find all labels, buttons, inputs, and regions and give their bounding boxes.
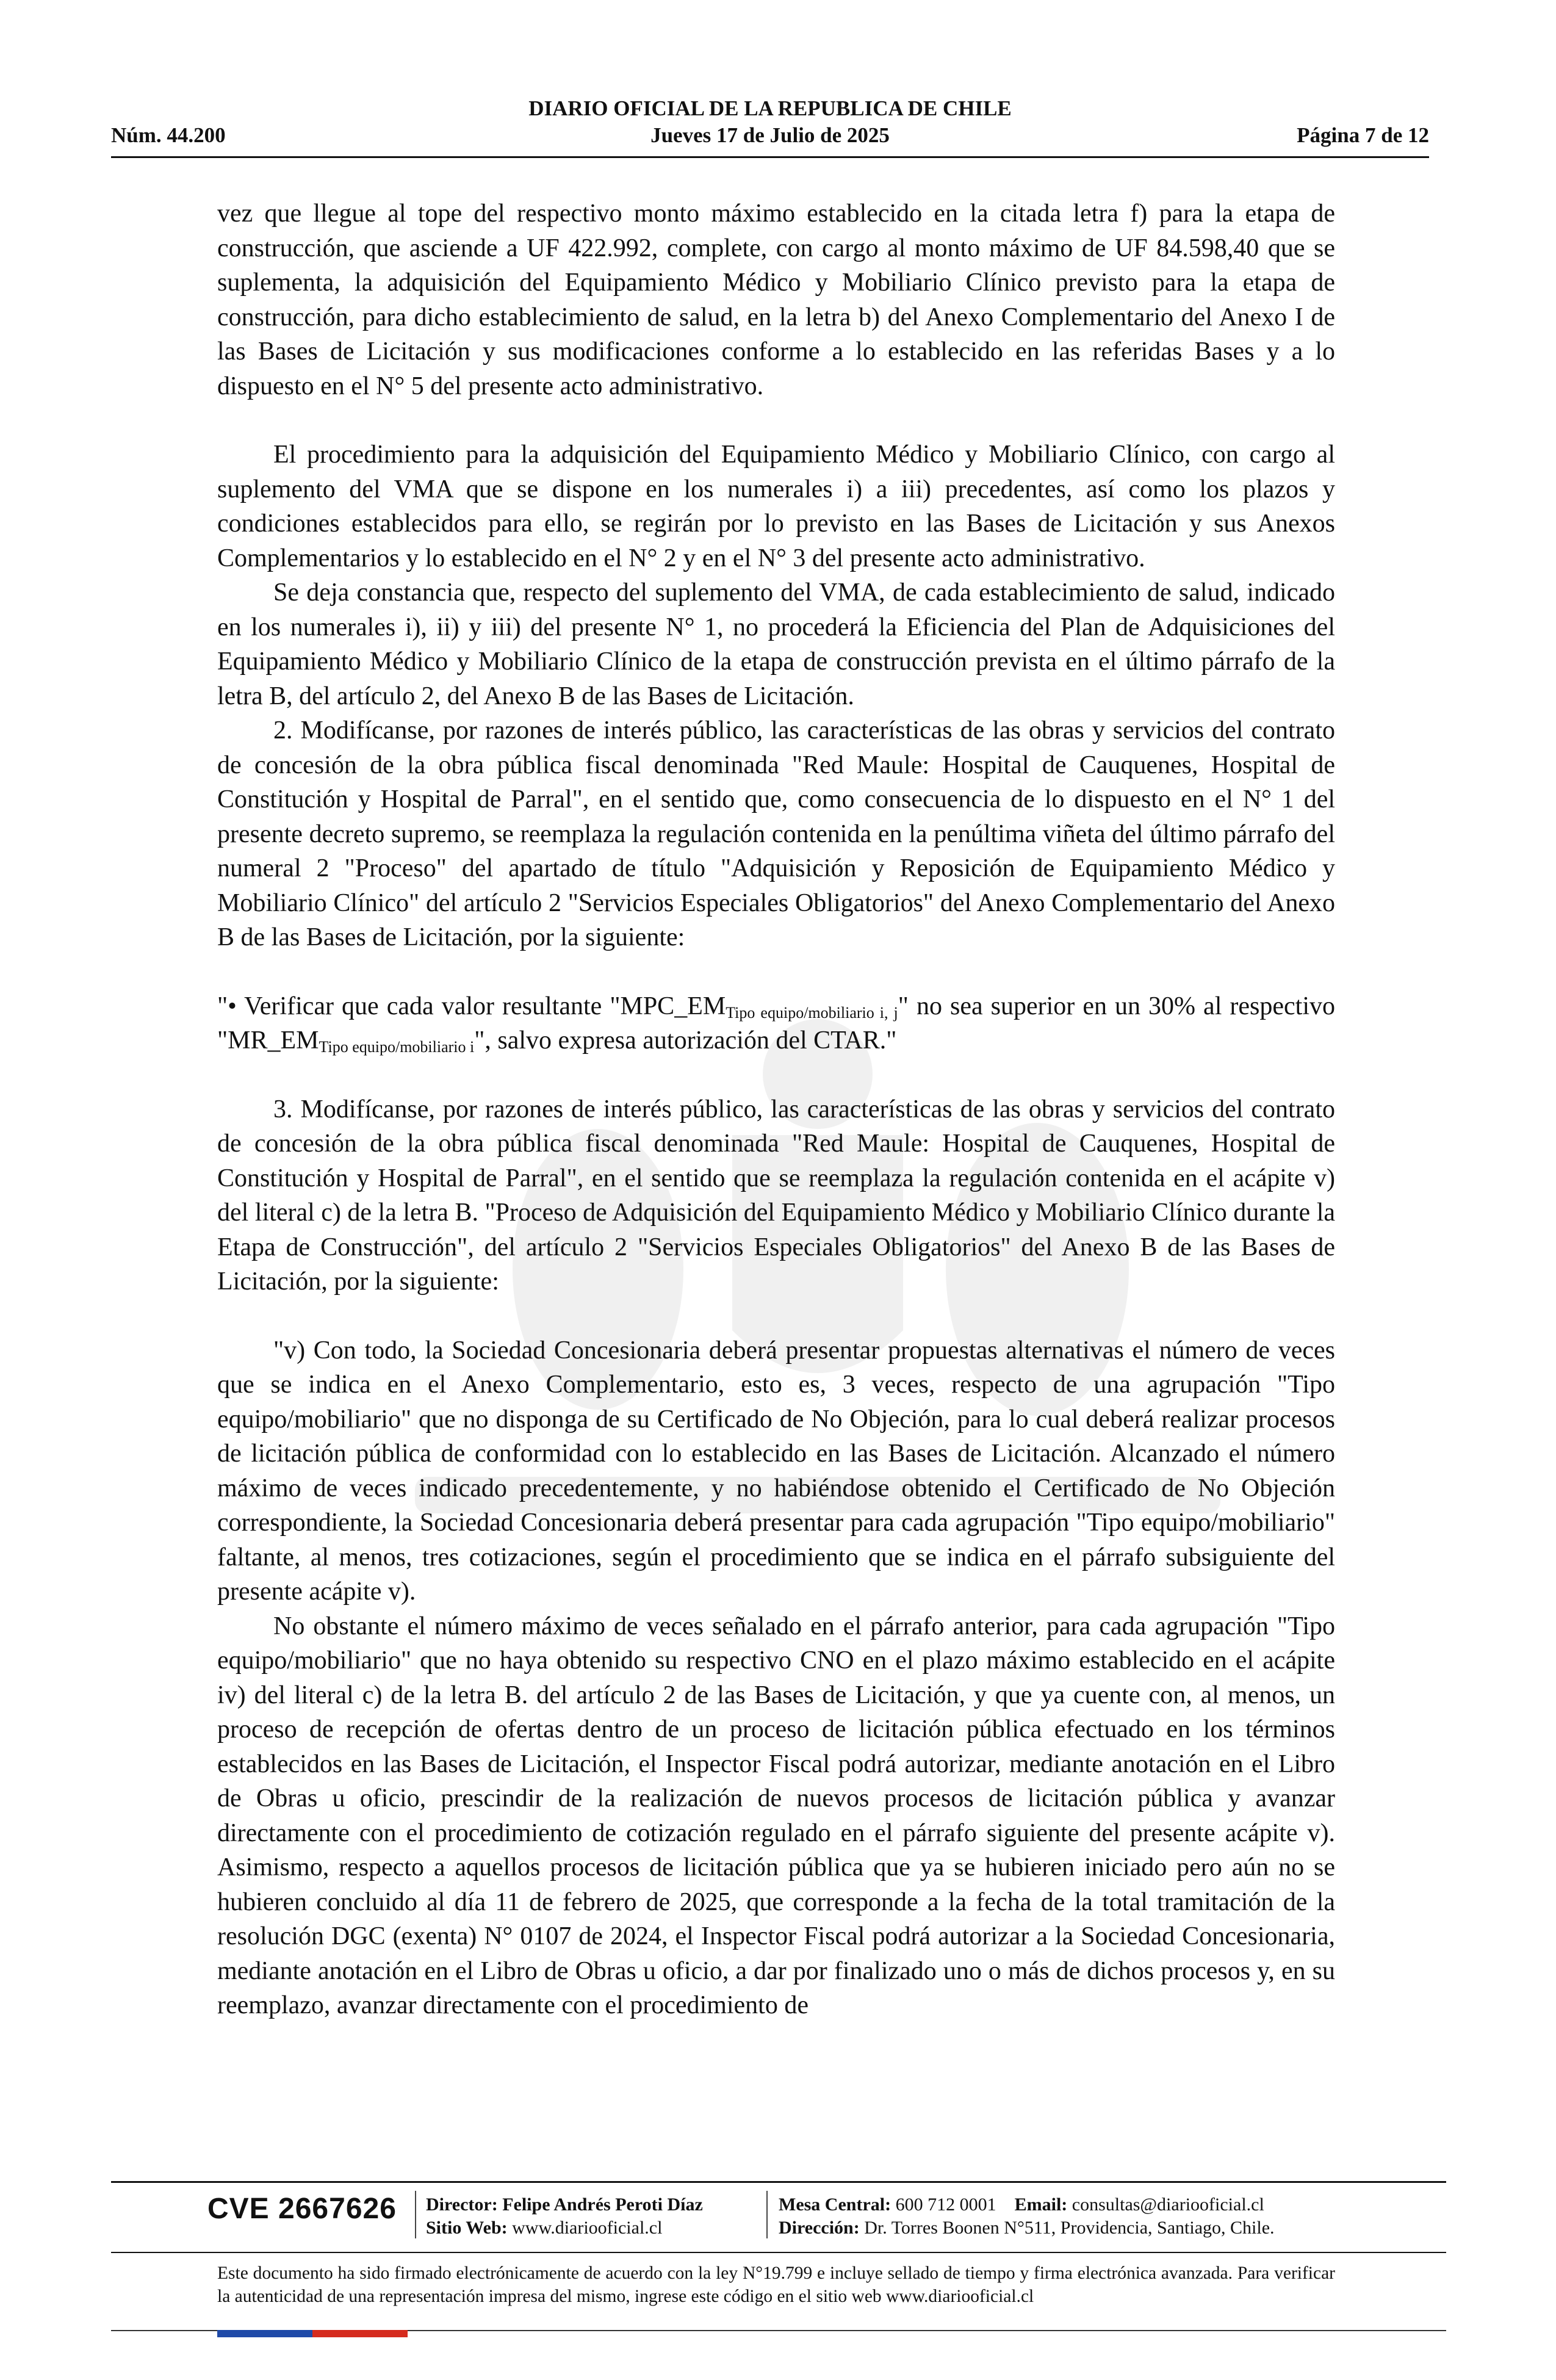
cve-code: CVE 2667626: [207, 2193, 397, 2225]
document-body: [217, 197, 1335, 2023]
paragraph: vez que llegue al tope del respectivo monto máximo establecido en la citada letra f) para la etapa de construcción, que asciende a UF 422.992, complete, con cargo al monto máximo de UF 84.598,40 que se suplementa, la adquisición del Equipamiento Médico y Mobiliario Clínico previsto para la etapa de construcción, para dicho establecimiento de salud, en la letra b) del Anexo Complementario del Anexo I de las Bases de Licitación y sus modificaciones conforme a lo establecido en las referidas Bases y a lo dispuesto en el N° 5 del presente acto administrativo.: [217, 200, 1335, 400]
quote-subscript: Tipo equipo/mobiliario i: [319, 1038, 475, 1056]
mesa-label: Mesa Central:: [779, 2194, 891, 2215]
quote-text: ", salvo expresa autorización del CTAR.": [474, 1026, 897, 1055]
quote-subscript: Tipo equipo/mobiliario i, j: [726, 1003, 898, 1022]
issue-date: Jueves 17 de Julio de 2025: [650, 123, 890, 147]
director-label: Director:: [426, 2194, 498, 2215]
website-link[interactable]: www.diariooficial.cl: [512, 2218, 663, 2238]
email-link[interactable]: consultas@diariooficial.cl: [1072, 2194, 1264, 2215]
website-label: Sitio Web:: [426, 2218, 508, 2238]
flag-blue-segment: [217, 2330, 312, 2337]
quote-text: "• Verificar que cada valor resultante "MPC_EM: [217, 992, 726, 1020]
paragraph: El procedimiento para la adquisición del Equipamiento Médico y Mobiliario Clínico, con cargo al suplemento del VMA que se dispone en los numerales i) a iii) precedentes, así como los plazos y condiciones establecidos para ello, se regirán por lo previsto en las Bases de Licitación y sus Anexos Complementarios y lo establecido en el N° 2 y en el N° 3 del presente acto administrativo.: [217, 441, 1335, 572]
paragraph: "v) Con todo, la Sociedad Concesionaria deberá presentar propuestas alternativas el número de veces que se indica en el Anexo Complementario, esto es, 3 veces, respecto de una agrupación "Tipo equipo/mobiliario" que no disponga de su Certificado de No Objeción, para lo cual deberá realizar procesos de licitación pública de conformidad con lo establecido en las Bases de Licitación. Alcanzado el número máximo de veces indicado precedentemente, y no habiéndose obtenido el Certificado de No Objeción correspondiente, la Sociedad Concesionaria deberá presentar para cada agrupación "Tipo equipo/mobiliario" faltante, al menos, tres cotizaciones, según el procedimiento que se indica en el párrafo subsiguiente del presente acápite v).: [217, 1336, 1335, 1606]
email-label: Email:: [1014, 2194, 1068, 2215]
footer-separator: [766, 2191, 768, 2238]
paragraph: 2. Modifícanse, por razones de interés público, las características de las obras y servicios del contrato de concesión de la obra pública fiscal denominada "Red Maule: Hospital de Cauquenes, Hospital de Constitución y Hospital de Parral", en el sentido que, como consecuencia de lo dispuesto en el N° 1 del presente decreto supremo, se reemplaza la regulación contenida en la penúltima viñeta del último párrafo del numeral 2 "Proceso" del apartado de título "Adquisición y Reposición de Equipamiento Médico y Mobiliario Clínico" del artículo 2 "Servicios Especiales Obligatorios" del Anexo Complementario del Anexo B de las Bases de Licitación, por la siguiente:: [217, 716, 1335, 951]
quote-text: " no sea superior en un 30% al respectivo "MR_EM: [217, 992, 1335, 1055]
issue-number: Núm. 44.200: [111, 123, 226, 147]
paragraph: Se deja constancia que, respecto del suplemento del VMA, de cada establecimiento de salud, indicado en los numerales i), ii) y iii) del presente N° 1, no procederá la Eficiencia del Plan de Adquisiciones del Equipamiento Médico y Mobiliario Clínico de la etapa de construcción prevista en el último párrafo de la letra B, del artículo 2, del Anexo B de las Bases de Licitación.: [217, 579, 1335, 710]
address-text: Dr. Torres Boonen N°511, Providencia, Santiago, Chile.: [864, 2218, 1275, 2238]
legal-notice: Este documento ha sido firmado electrónicamente de acuerdo con la ley N°19.799 e incluye sellado de tiempo y firma electrónica avanzada. Para verificar la autenticidad de una representación impresa del mismo, ingrese este código en el sitio web www.diariooficial.cl: [217, 2263, 1335, 2306]
mesa-phone: 600 712 0001: [895, 2194, 996, 2215]
flag-red-segment: [312, 2330, 408, 2337]
address-label: Dirección:: [779, 2218, 860, 2238]
paragraph: 3. Modifícanse, por razones de interés público, las características de las obras y servicios del contrato de concesión de la obra pública fiscal denominada "Red Maule: Hospital de Cauquenes, Hospital de Constitución y Hospital de Parral", en el sentido que se reemplaza la regulación contenida en el acápite v) del literal c) de la letra B. "Proceso de Adquisición del Equipamiento Médico y Mobiliario Clínico durante la Etapa de Construcción", del artículo 2 "Servicios Especiales Obligatorios" del Anexo B de las Bases de Licitación, por la siguiente:: [217, 1095, 1336, 1296]
paragraph: No obstante el número máximo de veces señalado en el párrafo anterior, para cada agrupación "Tipo equipo/mobiliario" que no haya obtenido su respectivo CNO en el plazo máximo establecido en el acápite iv) del literal c) de la letra B. del artículo 2 de las Bases de Licitación, y que ya cuente con, al menos, un proceso de recepción de ofertas dentro de un proceso de licitación pública efectuado en los términos establecidos en las Bases de Licitación, el Inspector Fiscal podrá autorizar, mediante anotación en el Libro de Obras u oficio, prescindir de la realización de nuevos procesos de licitación pública y avanzar directamente con el procedimiento de cotización regulado en el párrafo siguiente del presente acápite v). Asimismo, respecto a aquellos procesos de licitación pública que ya se hubieren iniciado pero aún no se hubieren concluido al día 11 de febrero de 2025, que corresponde a la fecha de la total tramitación de la resolución DGC (exenta) N° 0107 de 2024, el Inspector Fiscal podrá autorizar a la Sociedad Concesionaria, mediante anotación en el Libro de Obras u oficio, a dar por finalizado uno o más de dichos procesos y, en su reemplazo, avanzar directamente con el procedimiento de: [217, 1612, 1335, 2019]
footer-divider: [111, 2252, 1446, 2253]
header-row: [111, 123, 1429, 150]
footer-contact-block: [779, 2193, 1275, 2240]
director-name: Felipe Andrés Peroti Díaz: [502, 2194, 703, 2215]
header-divider: [111, 156, 1429, 158]
newspaper-title: DIARIO OFICIAL DE LA REPUBLICA DE CHILE: [528, 96, 1012, 120]
footer-director-block: [426, 2193, 703, 2240]
flag-stripe: [217, 2330, 408, 2337]
footer-divider: [111, 2181, 1446, 2183]
footer-separator: [415, 2191, 416, 2238]
quoted-bullet: [217, 989, 1335, 1058]
page-number: Página 7 de 12: [1297, 123, 1429, 147]
